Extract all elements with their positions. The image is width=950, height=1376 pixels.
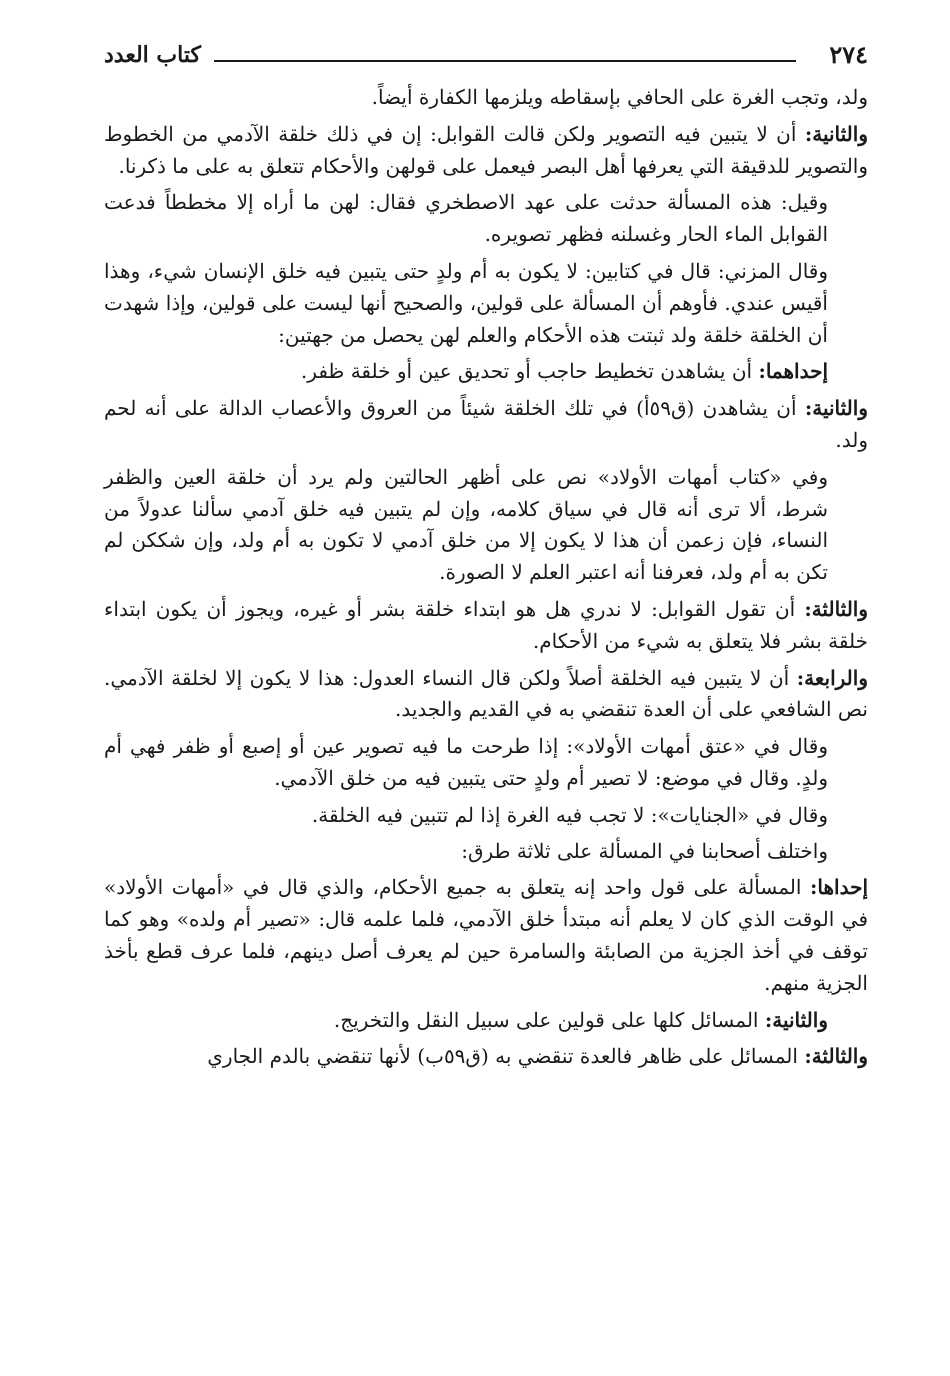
paragraph-text: وقيل: هذه المسألة حدثت على عهد الاصطخري فقال: لهن ما أراه إلا مخططاً فدعت القوابل الماء الحار وغسلنه فظهر تصويره. bbox=[104, 190, 828, 247]
paragraph-lead: والرابعة: bbox=[796, 665, 868, 690]
paragraph-text: أن يشاهدن تخطيط حاجب أو تحديق عين أو خلقة ظفر. bbox=[300, 359, 759, 384]
paragraph-text: المسألة على قول واحد إنه يتعلق به جميع الأحكام، والذي قال في «أمهات الأولاد» في الوقت الذي كان لا يعلم أنه مبتدأ خلق الآدمي، فلما علمه قال: «تصير أم ولده» وهو كما توقف في أخذ الجزية من الصابئة والسامرة حين لم يعرف أصل دينهم، فلما عرف قطع بأخذ الجزية منهم. bbox=[104, 875, 868, 995]
paragraph bbox=[104, 187, 868, 251]
paragraph-text: أن لا يتبين فيه التصوير ولكن قالت القوابل: إن في ذلك خلقة الآدمي من الخطوط والتصوير للدقيقة التي يعرفها أهل البصر فيعمل على قولهن والأحكام تتعلق به على ما ذكرنا. bbox=[104, 121, 868, 178]
paragraph bbox=[104, 800, 868, 832]
paragraph-text: أن لا يتبين فيه الخلقة أصلاً ولكن قال النساء العدول: هذا لا يكون إلا لخلقة الآدمي. نص الشافعي على أن العدة تنقضي به في القديم والجديد. bbox=[104, 665, 868, 722]
paragraph-text: وقال في «عتق أمهات الأولاد»: إذا طرحت ما فيه تصوير عين أو إصبع أو ظفر فهي أم ولدٍ. وقال في موضع: لا تصير أم ولدٍ حتى يتبين فيه من خلق الآدمي. bbox=[104, 734, 828, 790]
paragraph-text: ولد، وتجب الغرة على الحافي بإسقاطه ويلزمها الكفارة أيضاً. bbox=[371, 85, 868, 109]
page-header bbox=[104, 40, 868, 70]
paragraph-text: وقال في «الجنايات»: لا تجب فيه الغرة إذا لم تتبين فيه الخلقة. bbox=[311, 802, 828, 827]
paragraph-lead: إحداهما: bbox=[758, 359, 828, 384]
book-title: كتاب العدد bbox=[104, 42, 201, 68]
paragraph bbox=[104, 119, 868, 183]
paragraph bbox=[104, 462, 868, 589]
header-rule bbox=[214, 60, 796, 62]
paragraph-text: المسائل على ظاهر فالعدة تنقضي به (ق٥٩ب) لأنها تنقضي بالدم الجاري bbox=[207, 1044, 805, 1069]
paragraph bbox=[104, 872, 868, 999]
paragraph-lead: والثالثة: bbox=[804, 1044, 868, 1069]
paragraph bbox=[104, 731, 868, 795]
paragraph bbox=[104, 356, 868, 388]
paragraph-lead: والثانية: bbox=[764, 1007, 828, 1032]
page-body bbox=[104, 82, 868, 1078]
paragraph-text: واختلف أصحابنا في المسألة على ثلاثة طرق: bbox=[461, 838, 828, 863]
paragraph bbox=[104, 393, 868, 457]
paragraph bbox=[104, 256, 868, 351]
paragraph-text: وقال المزني: قال في كتابين: لا يكون به أم ولدٍ حتى يتبين فيه خلق الإنسان شيء، وهذا أقيس عندي. فأوهم أن المسألة على قولين، والصحيح أنها ليست على قولين، وإذا شهدت أن الخلقة خلقة ولد ثبتت هذه الأحكام والعلم لهن يحصل من جهتين: bbox=[104, 258, 828, 347]
paragraph-text: أن يشاهدن (ق٥٩أ) في تلك الخلقة شيئاً من العروق والأعصاب الدالة على أنه لحم ولد. bbox=[104, 396, 868, 452]
paragraph bbox=[104, 836, 868, 868]
paragraph-lead: والثانية: bbox=[804, 396, 868, 421]
paragraph-lead: والثالثة: bbox=[804, 596, 868, 621]
paragraph-text: المسائل كلها على قولين على سبيل النقل والتخريج. bbox=[333, 1007, 765, 1032]
paragraph bbox=[104, 82, 868, 114]
paragraph bbox=[104, 594, 868, 658]
paragraph-lead: إحداها: bbox=[810, 875, 868, 900]
paragraph bbox=[104, 663, 868, 727]
paragraph bbox=[104, 1041, 868, 1073]
paragraph bbox=[104, 1005, 868, 1037]
paragraph-text: وفي «كتاب أمهات الأولاد» نص على أظهر الحالتين ولم يرد أن خلقة العين والظفر شرط، ألا ترى أنه قال في سياق كلامه، وإن لم يتبين فيه خلق آدمي سألنا عدولاً من النساء، فإن زعمن أن هذا لا يكون إلا من خلق آدمي لا تكون به أم ولد، وإن شككن لم تكن به أم ولد، فعرفنا أنه اعتبر العلم لا الصورة. bbox=[104, 464, 828, 585]
paragraph-text: أن تقول القوابل: لا ندري هل هو ابتداء خلقة بشر أو غيره، ويجوز أن يكون ابتداء خلقة بشر فلا يتعلق به شيء من الأحكام. bbox=[104, 596, 868, 653]
paragraph-lead: والثانية: bbox=[804, 121, 868, 146]
page-number: ٢٧٤ bbox=[829, 40, 868, 69]
